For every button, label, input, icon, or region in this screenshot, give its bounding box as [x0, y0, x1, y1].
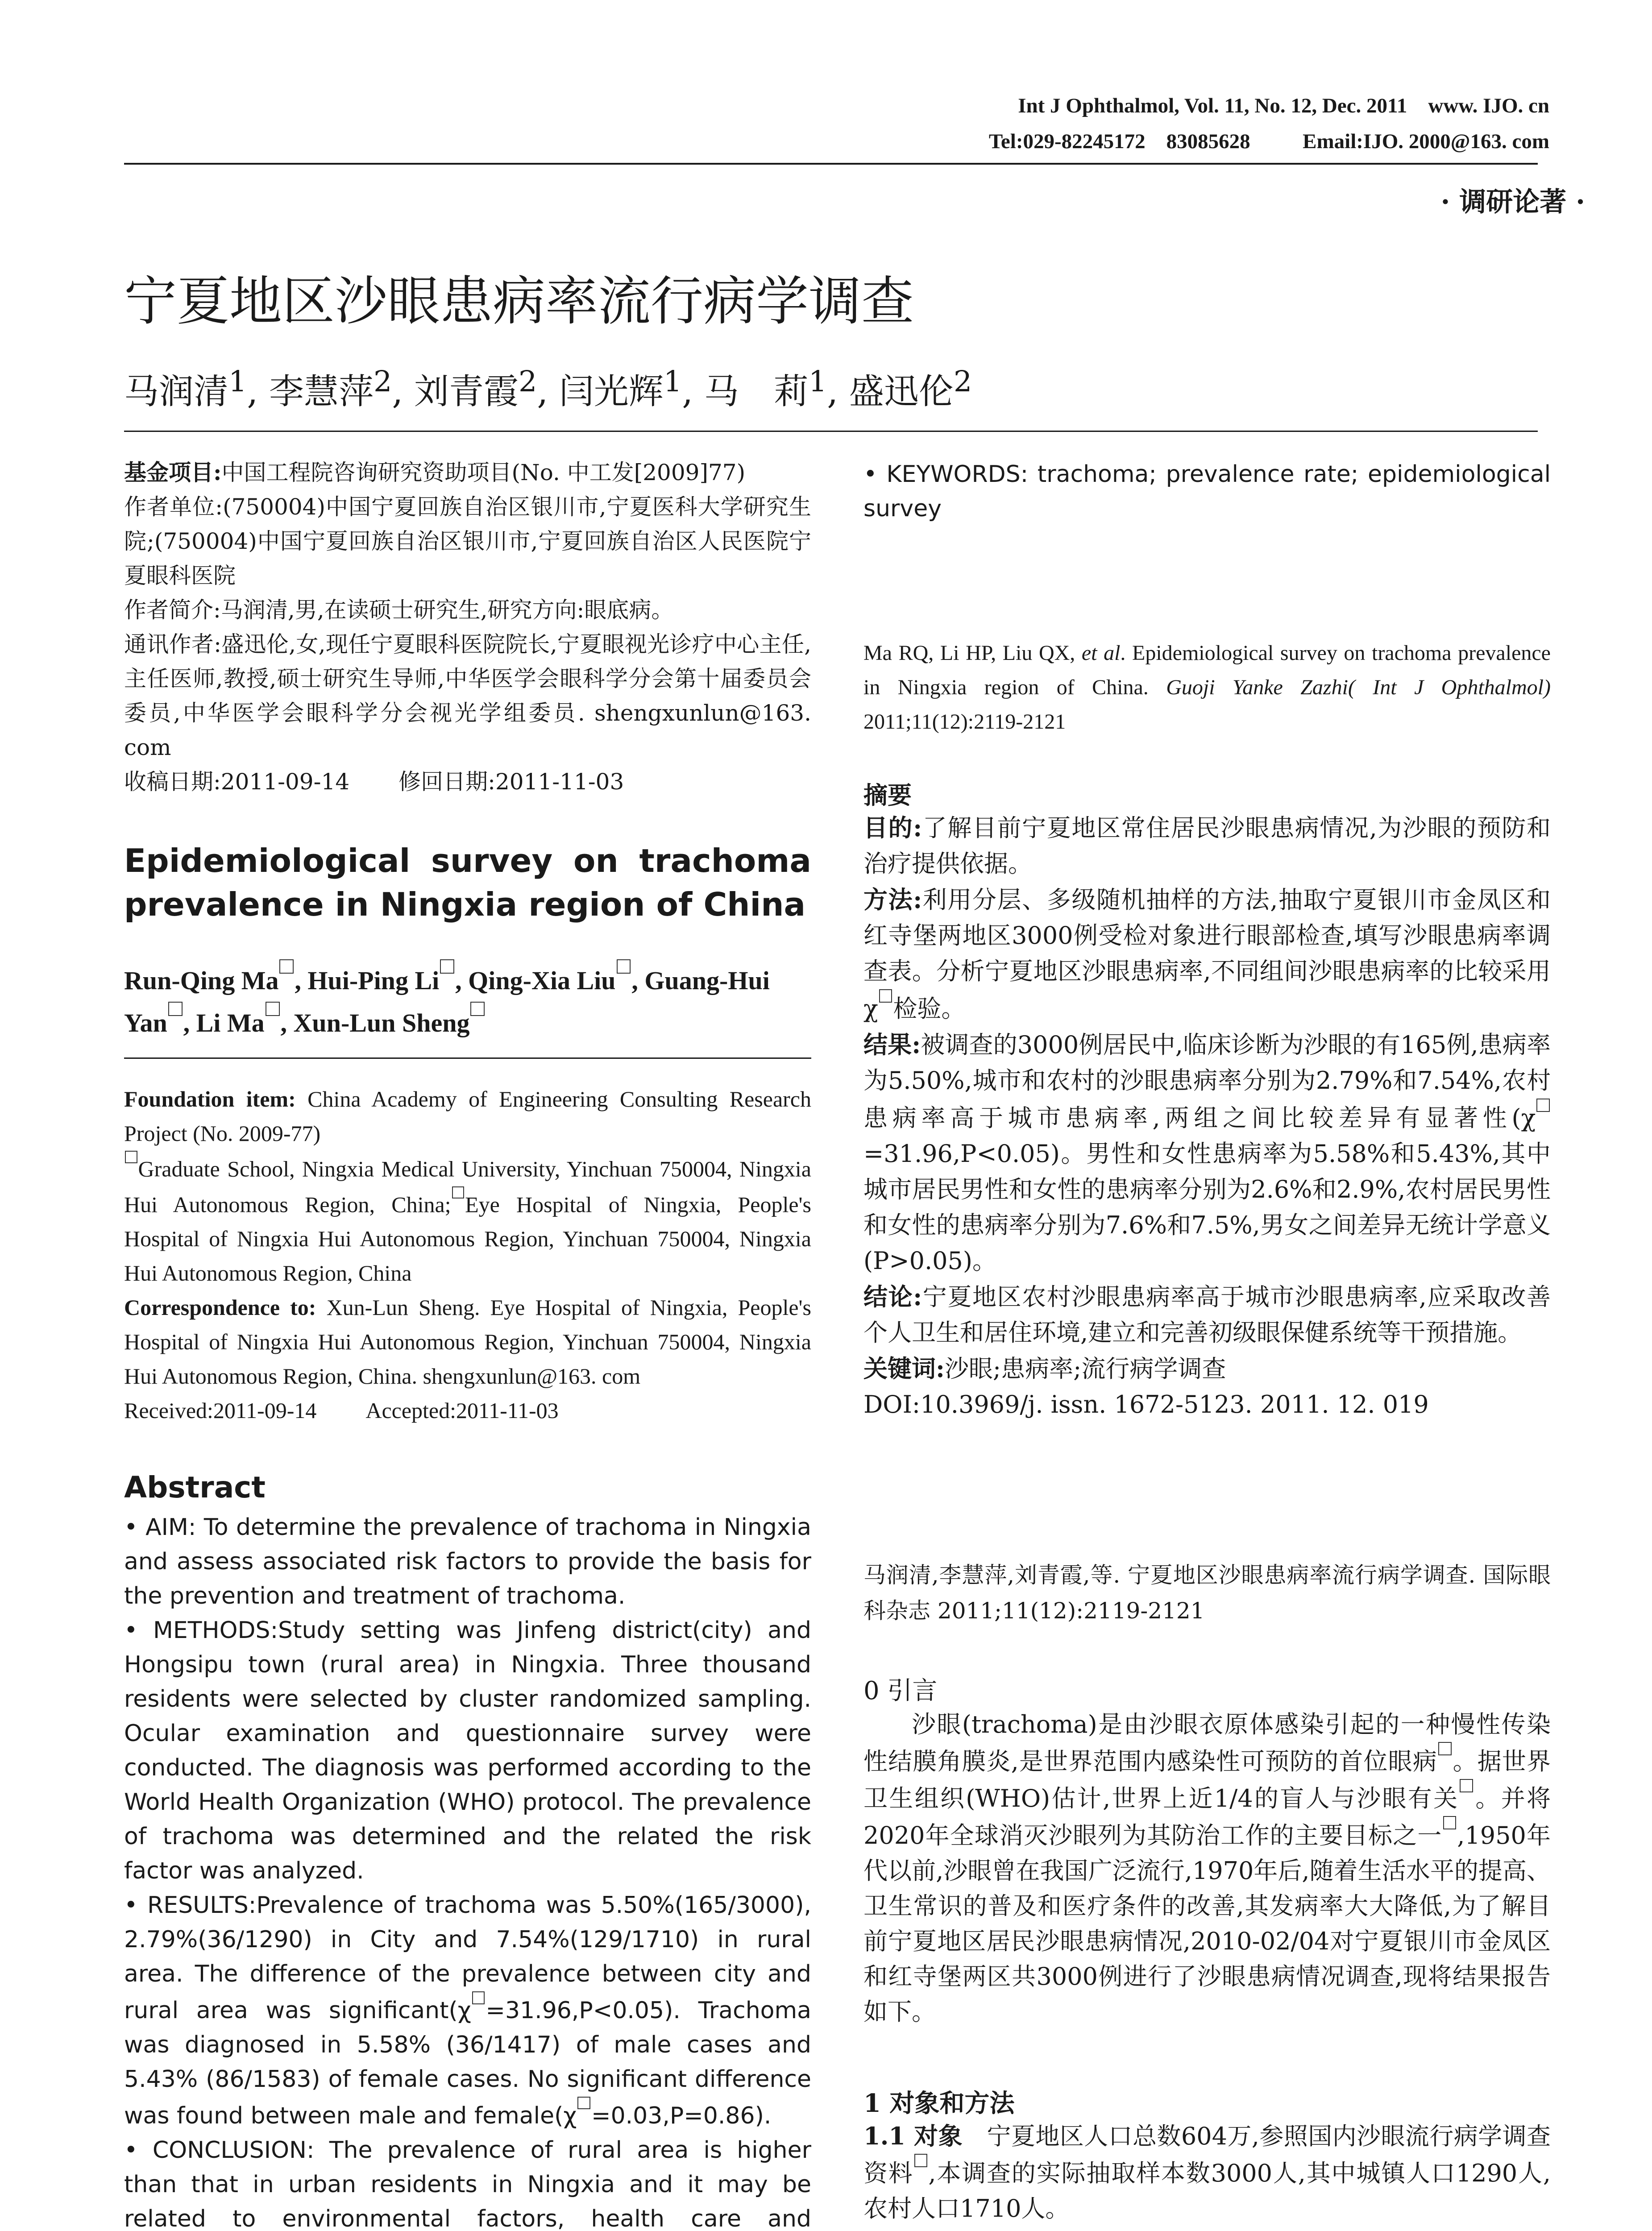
affiliation-marker-icon: [440, 959, 454, 974]
english-author: Guang-Hui Yan: [124, 966, 770, 1037]
intro-text: 沙眼(trachoma)是由沙眼衣原体感染引起的一种慢性传染性结膜角膜炎,是世界范围内感染性可预防的首位眼病: [863, 1710, 1551, 1776]
zh-methods-text: 利用分层、多级随机抽样的方法,抽取宁夏银川市金凤区和红寺堡两地区3000例受检对象进行眼部检查,填写沙眼患病率调查表。分析宁夏地区沙眼患病率,不同组间沙眼患病率的比较采用χ: [863, 886, 1551, 1023]
page-title: 宁夏地区沙眼患病率流行病学调查: [124, 270, 914, 332]
chinese-citation: 马润清,李慧萍,刘青霞,等. 宁夏地区沙眼患病率流行病学调查. 国际眼科杂志 2011;11(12):2119-2121: [863, 1562, 1551, 1624]
author-bio: 作者简介:马润清,男,在读硕士研究生,研究方向:眼底病。: [124, 597, 674, 623]
author-name: 盛迅伦: [849, 372, 954, 412]
conclusion-text: The prevalence of rural area is higher than that in urban residents in Ningxia and it may be related to environmental factors, health care and: [124, 2136, 812, 2231]
english-author-rule: [124, 1057, 811, 1059]
journal-header-line1: Int J Ophthalmol, Vol. 11, No. 12, Dec. 2011 www. IJO. cn: [1018, 94, 1549, 117]
accepted-date: Accepted:2011-11-03: [365, 1398, 559, 1423]
article-meta: [124, 455, 811, 799]
zh-conclusion-text: 宁夏地区农村沙眼患病率高于城市沙眼患病率,应采取改善个人卫生和居住环境,建立和完善初级眼保健系统等干预措施。: [863, 1283, 1551, 1347]
author-name: 马 莉: [704, 372, 809, 412]
english-affiliation-a: Graduate School, Ningxia Medical University, Yinchuan 750004, Ningxia Hui Autonomous Region, China;: [124, 1156, 811, 1217]
chinese-abstract-heading: 摘要: [863, 781, 912, 809]
methods-text: 宁夏地区人口总数604万,参照国内沙眼流行病学调查资料: [863, 2122, 1551, 2188]
doi: DOI:10.3969/j. issn. 1672-5123. 2011. 12. 019: [863, 1390, 1429, 1419]
affiliation-marker-icon: [168, 1002, 183, 1016]
author-affiliation: 2: [953, 365, 972, 398]
zh-keywords-label: 关键词:: [863, 1354, 945, 1383]
abstract-heading: Abstract: [124, 1470, 266, 1505]
affiliation-label: 作者单位:: [124, 494, 223, 520]
english-abstract: [124, 1510, 811, 2231]
results-label: • RESULTS:: [124, 1892, 257, 1919]
revised-date: 修回日期:2011-11-03: [398, 769, 624, 795]
author-affiliation: 2: [373, 365, 392, 398]
conclusion-label: • CONCLUSION:: [124, 2136, 315, 2164]
reference-marker-icon: [1438, 1742, 1452, 1755]
subsection-label: 1.1 对象: [863, 2122, 963, 2150]
affiliation-marker-icon: [617, 959, 631, 974]
author-separator: ,: [183, 1008, 196, 1037]
affiliation-marker-icon: [266, 1002, 280, 1016]
reference-marker-icon: [914, 2154, 928, 2167]
english-author: Qing-Xia Liu: [468, 966, 616, 995]
methods-heading: 1 对象和方法: [863, 2089, 1015, 2118]
affiliation-marker-icon: [279, 959, 294, 974]
english-author: Hui-Ping Li: [307, 966, 440, 995]
author-separator: ,: [455, 966, 469, 995]
english-dates: [124, 1393, 811, 1428]
results-text: =0.03,P=0.86).: [591, 2102, 772, 2129]
reference-marker-icon: [1443, 1816, 1457, 1829]
english-affiliation-b: Eye Hospital of Ningxia, People's Hospital of Ningxia Hui Autonomous Region, Yinchuan 750004, Ningxia Hui Autonomous Region, China: [124, 1192, 811, 1286]
english-author: Li Ma: [196, 1008, 265, 1037]
zh-aim-label: 目的:: [863, 813, 922, 842]
superscript-marker-icon: [879, 989, 892, 1003]
english-author: Xun-Lun Sheng: [293, 1008, 470, 1037]
intro-text: ,1950年代以前,沙眼曾在我国广泛流行,1970年后,随着生活水平的提高、卫生常识的普及和医疗条件的改善,其发病率大大降低,为了解目前宁夏地区居民沙眼患病情况,2010-02/04对宁夏银川市金凤区和红寺堡两区共3000例进行了沙眼患病情况调查,现将结果报告如下。: [863, 1821, 1551, 2026]
dates: [124, 765, 811, 799]
citation-etal: et al: [1081, 641, 1121, 665]
zh-aim-text: 了解目前宁夏地区常住居民沙眼患病情况,为沙眼的预防和治疗提供依据。: [863, 814, 1551, 878]
zh-results-label: 结果:: [863, 1030, 921, 1059]
journal-header-line2: Tel:029-82245172 83085628 Email:IJO. 2000@163. com: [988, 130, 1549, 153]
citation-journal: Guoji Yanke Zazhi( Int J Ophthalmol): [1166, 676, 1551, 699]
section-tag: · 调研论著 ·: [1440, 187, 1585, 218]
english-author: Run-Qing Ma: [124, 966, 279, 995]
superscript-marker-icon: [1536, 1099, 1550, 1112]
zh-conclusion-label: 结论:: [863, 1282, 922, 1311]
intro-text: 。据世界卫生组织(WHO)估计,世界上近1/4的盲人与沙眼有关: [863, 1747, 1551, 1813]
received-date: Received:2011-09-14: [124, 1398, 317, 1423]
aim-label: • AIM:: [124, 1514, 196, 1541]
author-name: 刘青霞: [414, 372, 519, 412]
author-separator: ,: [631, 966, 645, 995]
keywords-text: trachoma; prevalence rate; epidemiological survey: [863, 461, 1551, 522]
superscript-marker-icon: [577, 2097, 590, 2110]
english-notes: [124, 1082, 811, 1428]
methods-label: • METHODS:: [124, 1617, 278, 1644]
author-list: 马润清$^1$, 李慧萍$^2$, 刘青霞$^2$, 闫光辉$^1$, 马 莉$^1$, 盛迅伦$^2$: [124, 365, 972, 412]
reference-marker-icon: [1460, 1779, 1473, 1792]
zh-keywords-text: 沙眼;患病率;流行病学调查: [944, 1355, 1226, 1383]
results-text: =31.96,P<0.05). Trachoma was diagnosed in 5.58% (36/1417) of male cases and 5.43% (86/1583) of female cases. No significant difference was found between male and female(χ: [124, 1997, 811, 2129]
zh-methods-label: 方法:: [863, 885, 922, 914]
citation-volume: 2011;11(12):2119-2121: [863, 710, 1066, 734]
received-date: 收稿日期:2011-09-14: [124, 769, 350, 795]
english-correspondence: Xun-Lun Sheng. Eye Hospital of Ningxia, People's Hospital of Ningxia Hui Autonomous Region, Yinchuan 750004, Ningxia Hui Autonomous Region, China. shengxunlun@163. com: [124, 1295, 811, 1389]
affiliation-marker-icon: [452, 1186, 465, 1199]
intro-body: [863, 1707, 1551, 2029]
author-name: 马润清: [124, 372, 229, 412]
author-affiliation: 2: [518, 365, 537, 398]
title-rule: [124, 431, 1538, 432]
foundation-label: 基金项目:: [124, 459, 222, 485]
zh-results-text: 被调查的3000例居民中,临床诊断为沙眼的有165例,患病率为5.50%,城市和农村的沙眼患病率分别为2.79%和7.54%,农村患病率高于城市患病率,两组之间比较差异有显著性(χ: [863, 1031, 1551, 1132]
english-citation: [863, 636, 1551, 739]
zh-results-text: =31.96,P<0.05)。男性和女性患病率为5.58%和5.43%,其中城市居民男性和女性的患病率分别为2.6%和2.9%,农村居民男性和女性的患病率分别为7.6%和7.5%,男女之间差异无统计学意义(P>0.05)。: [863, 1140, 1551, 1275]
zh-methods-tail: 检验。: [893, 995, 966, 1023]
author-name: 闫光辉: [559, 372, 664, 412]
author-separator: ,: [295, 966, 308, 995]
intro-text: 。并将2020年全球消灭沙眼列为其防治工作的主要目标之一: [863, 1784, 1551, 1850]
methods-text: ,本调查的实际抽取样本数3000人,其中城镇人口1290人,农村人口1710人。: [863, 2159, 1551, 2223]
affiliation-text: (750004)中国宁夏回族自治区银川市,宁夏医科大学研究生院;(750004)中国宁夏回族自治区银川市,宁夏回族自治区人民医院宁夏眼科医院: [124, 494, 811, 589]
english-title: Epidemiological survey on trachoma prevalence in Ningxia region of China: [124, 842, 811, 923]
header-rule: [124, 163, 1538, 165]
affiliation-marker-icon: [125, 1151, 137, 1163]
author-name: 李慧萍: [269, 372, 374, 412]
affiliation-marker-icon: [470, 1002, 485, 1016]
chinese-abstract: [863, 810, 1551, 1422]
citation-authors: Ma RQ, Li HP, Liu QX,: [863, 641, 1082, 665]
author-affiliation: 1: [228, 365, 247, 398]
correspondence-text: 通讯作者:盛迅伦,女,现任宁夏眼科医院院长,宁夏眼视光诊疗中心主任,主任医师,教授,硕士研究生导师,中华医学会眼科学分会第十届委员会委员,中华医学会眼科学分会视光学组委员. shengxunlun@163. com: [124, 631, 811, 760]
intro-heading: 0 引言: [863, 1676, 938, 1705]
methods-text: Study setting was Jinfeng district(city) and Hongsipu town (rural area) in Ningxia. Three thousand residents were selected by cluster randomized sampling. Ocular examination and questionnaire survey were conducted. The diagnosis was performed according to the World Health Organization (WHO) protocol. The prevalence of trachoma was determined and the related the risk factor was analyzed.: [124, 1617, 811, 1884]
english-abstract-continued: [863, 457, 1551, 526]
correspondence-label: Correspondence to:: [124, 1295, 316, 1320]
methods-body: [863, 2119, 1551, 2226]
english-author-list: [124, 959, 811, 1044]
foundation-item-text: China Academy of Engineering Consulting Research Project (No. 2009-77): [124, 1086, 811, 1146]
author-affiliation: 1: [663, 365, 682, 398]
author-separator: ,: [280, 1008, 294, 1037]
superscript-marker-icon: [472, 1991, 485, 2004]
foundation-text: 中国工程院咨询研究资助项目(No. 中工发[2009]77): [221, 460, 746, 485]
aim-text: To determine the prevalence of trachoma in Ningxia and assess associated risk factors to provide the basis for the prevention and treatment of trachoma.: [124, 1514, 811, 1609]
keywords-label: • KEYWORDS:: [863, 461, 1029, 488]
citation-title: . Epidemiological survey on trachoma prevalence in Ningxia region of China.: [863, 641, 1551, 699]
foundation-item-label: Foundation item:: [124, 1086, 296, 1111]
author-affiliation: 1: [808, 365, 827, 398]
results-text: Prevalence of trachoma was 5.50%(165/3000), 2.79%(36/1290) in City and 7.54%(129/1710) in rural area. The difference of the prevalence between city and rural area was significant(χ: [124, 1892, 812, 2024]
